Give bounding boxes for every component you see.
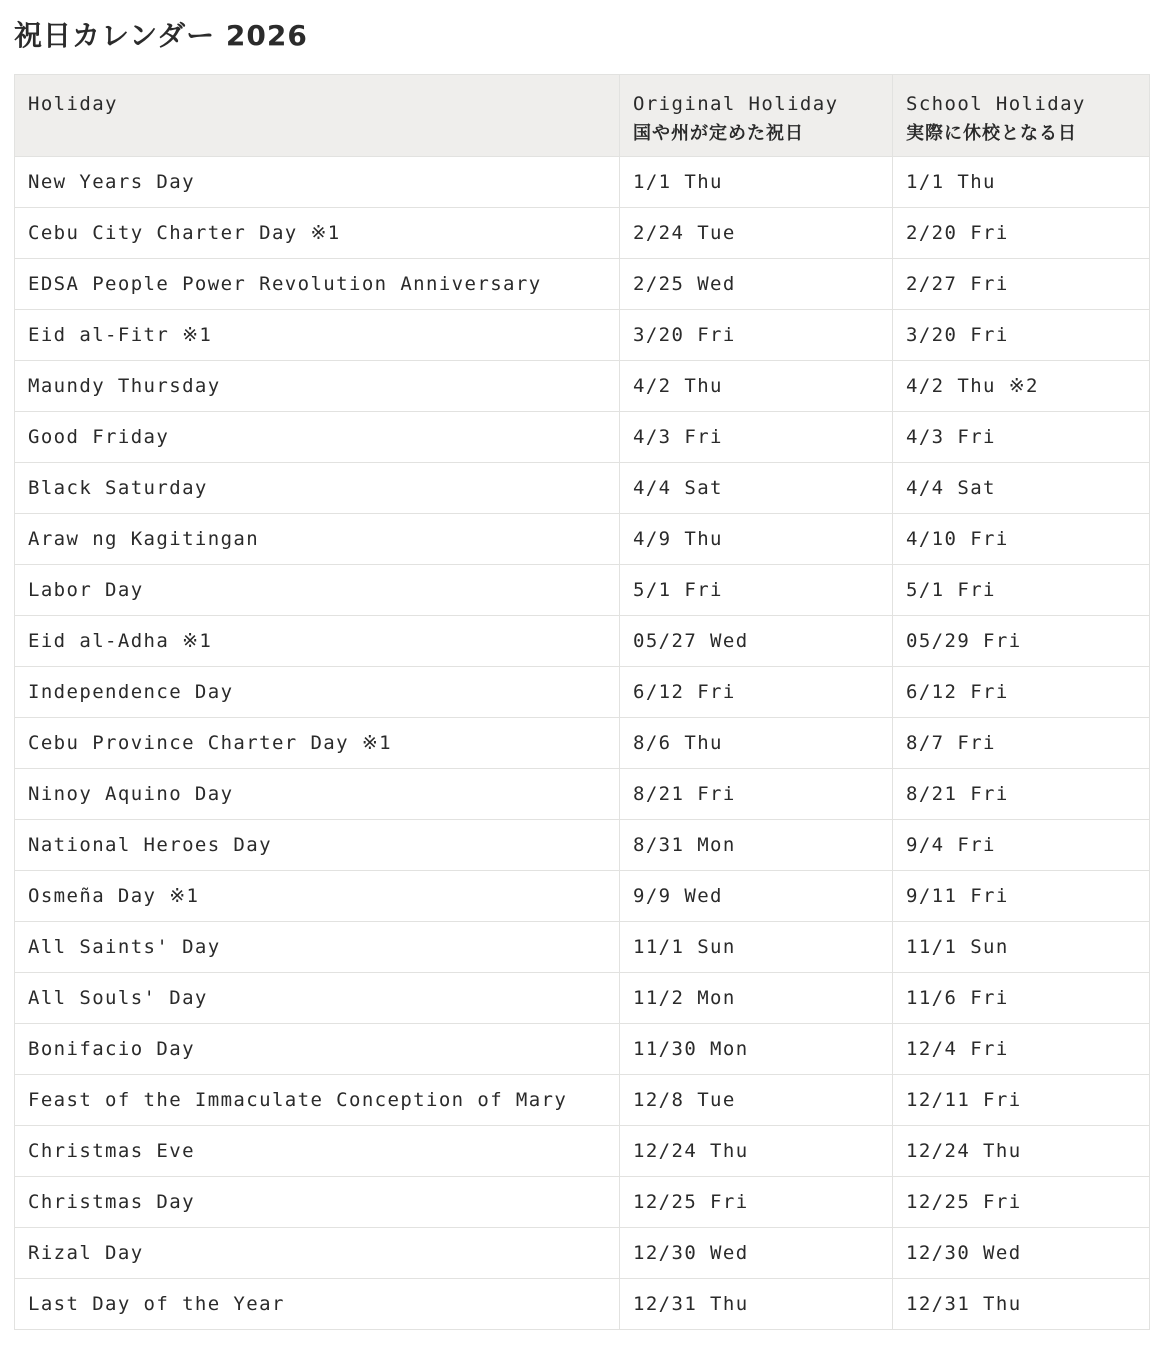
school-date-cell: 2/20 Fri — [893, 208, 1150, 259]
holiday-name-cell: Maundy Thursday — [15, 361, 620, 412]
holiday-name-cell: Labor Day — [15, 565, 620, 616]
original-date-cell: 12/30 Wed — [620, 1228, 893, 1279]
original-date-cell: 2/25 Wed — [620, 259, 893, 310]
holiday-name-cell: Rizal Day — [15, 1228, 620, 1279]
table-row — [15, 157, 1150, 208]
holiday-name-cell: Independence Day — [15, 667, 620, 718]
school-date-cell: 4/10 Fri — [893, 514, 1150, 565]
school-date-cell: 12/25 Fri — [893, 1177, 1150, 1228]
school-date-cell: 11/1 Sun — [893, 922, 1150, 973]
original-date-cell: 11/30 Mon — [620, 1024, 893, 1075]
original-date-cell: 6/12 Fri — [620, 667, 893, 718]
holiday-name-cell: EDSA People Power Revolution Anniversary — [15, 259, 620, 310]
original-date-cell: 12/24 Thu — [620, 1126, 893, 1177]
original-date-cell: 12/31 Thu — [620, 1279, 893, 1330]
school-date-cell: 12/4 Fri — [893, 1024, 1150, 1075]
column-header-school-label: School Holiday — [906, 93, 1086, 115]
holiday-name-cell: Eid al-Adha ※1 — [15, 616, 620, 667]
holiday-name-cell: Feast of the Immaculate Conception of Mary — [15, 1075, 620, 1126]
original-date-cell: 4/3 Fri — [620, 412, 893, 463]
table-row — [15, 922, 1150, 973]
table-row — [15, 412, 1150, 463]
table-row — [15, 820, 1150, 871]
original-date-cell: 3/20 Fri — [620, 310, 893, 361]
table-row — [15, 1075, 1150, 1126]
school-date-cell: 8/7 Fri — [893, 718, 1150, 769]
table-row — [15, 667, 1150, 718]
school-date-cell: 12/30 Wed — [893, 1228, 1150, 1279]
table-row — [15, 1177, 1150, 1228]
table-row — [15, 208, 1150, 259]
school-date-cell: 12/11 Fri — [893, 1075, 1150, 1126]
school-date-cell: 4/2 Thu ※2 — [893, 361, 1150, 412]
school-date-cell: 1/1 Thu — [893, 157, 1150, 208]
holiday-name-cell: Black Saturday — [15, 463, 620, 514]
original-date-cell: 8/6 Thu — [620, 718, 893, 769]
holiday-name-cell: National Heroes Day — [15, 820, 620, 871]
holiday-table — [14, 74, 1150, 1330]
table-row — [15, 718, 1150, 769]
table-row — [15, 616, 1150, 667]
table-row — [15, 1279, 1150, 1330]
table-row — [15, 361, 1150, 412]
table-row — [15, 871, 1150, 922]
column-header-holiday-label: Holiday — [28, 93, 118, 115]
school-date-cell: 9/4 Fri — [893, 820, 1150, 871]
original-date-cell: 12/8 Tue — [620, 1075, 893, 1126]
holiday-name-cell: Araw ng Kagitingan — [15, 514, 620, 565]
holiday-name-cell: All Saints' Day — [15, 922, 620, 973]
school-date-cell: 05/29 Fri — [893, 616, 1150, 667]
original-date-cell: 11/1 Sun — [620, 922, 893, 973]
holiday-name-cell: Christmas Eve — [15, 1126, 620, 1177]
column-header-original-holiday — [620, 75, 893, 157]
original-date-cell: 4/2 Thu — [620, 361, 893, 412]
table-row — [15, 565, 1150, 616]
original-date-cell: 4/4 Sat — [620, 463, 893, 514]
school-date-cell: 4/3 Fri — [893, 412, 1150, 463]
holiday-name-cell: Last Day of the Year — [15, 1279, 620, 1330]
column-header-school-sublabel: 実際に休校となる日 — [906, 123, 1077, 144]
school-date-cell: 6/12 Fri — [893, 667, 1150, 718]
school-date-cell: 8/21 Fri — [893, 769, 1150, 820]
school-date-cell: 11/6 Fri — [893, 973, 1150, 1024]
table-row — [15, 1126, 1150, 1177]
table-row — [15, 973, 1150, 1024]
original-date-cell: 8/21 Fri — [620, 769, 893, 820]
page-title: 祝日カレンダー 2026 — [14, 19, 308, 52]
table-row — [15, 310, 1150, 361]
school-date-cell: 3/20 Fri — [893, 310, 1150, 361]
school-date-cell: 2/27 Fri — [893, 259, 1150, 310]
column-header-holiday — [15, 75, 620, 157]
school-date-cell: 4/4 Sat — [893, 463, 1150, 514]
table-body — [15, 157, 1150, 1330]
column-header-original-sublabel: 国や州が定めた祝日 — [633, 123, 804, 144]
holiday-name-cell: Good Friday — [15, 412, 620, 463]
original-date-cell: 5/1 Fri — [620, 565, 893, 616]
column-header-school-holiday — [893, 75, 1150, 157]
original-date-cell: 1/1 Thu — [620, 157, 893, 208]
column-header-original-label: Original Holiday — [633, 93, 839, 115]
holiday-name-cell: New Years Day — [15, 157, 620, 208]
original-date-cell: 12/25 Fri — [620, 1177, 893, 1228]
holiday-name-cell: All Souls' Day — [15, 973, 620, 1024]
holiday-name-cell: Cebu Province Charter Day ※1 — [15, 718, 620, 769]
original-date-cell: 05/27 Wed — [620, 616, 893, 667]
school-date-cell: 9/11 Fri — [893, 871, 1150, 922]
holiday-name-cell: Bonifacio Day — [15, 1024, 620, 1075]
table-header — [15, 75, 1150, 157]
holiday-name-cell: Christmas Day — [15, 1177, 620, 1228]
original-date-cell: 9/9 Wed — [620, 871, 893, 922]
original-date-cell: 8/31 Mon — [620, 820, 893, 871]
table-row — [15, 259, 1150, 310]
holiday-name-cell: Ninoy Aquino Day — [15, 769, 620, 820]
holiday-name-cell: Cebu City Charter Day ※1 — [15, 208, 620, 259]
school-date-cell: 5/1 Fri — [893, 565, 1150, 616]
holiday-name-cell: Eid al-Fitr ※1 — [15, 310, 620, 361]
table-row — [15, 514, 1150, 565]
original-date-cell: 4/9 Thu — [620, 514, 893, 565]
table-header-row — [15, 75, 1150, 157]
original-date-cell: 2/24 Tue — [620, 208, 893, 259]
original-date-cell: 11/2 Mon — [620, 973, 893, 1024]
holiday-name-cell: Osmeña Day ※1 — [15, 871, 620, 922]
school-date-cell: 12/31 Thu — [893, 1279, 1150, 1330]
table-row — [15, 769, 1150, 820]
table-row — [15, 463, 1150, 514]
school-date-cell: 12/24 Thu — [893, 1126, 1150, 1177]
holiday-table-container — [14, 74, 1149, 1330]
table-row — [15, 1024, 1150, 1075]
table-row — [15, 1228, 1150, 1279]
